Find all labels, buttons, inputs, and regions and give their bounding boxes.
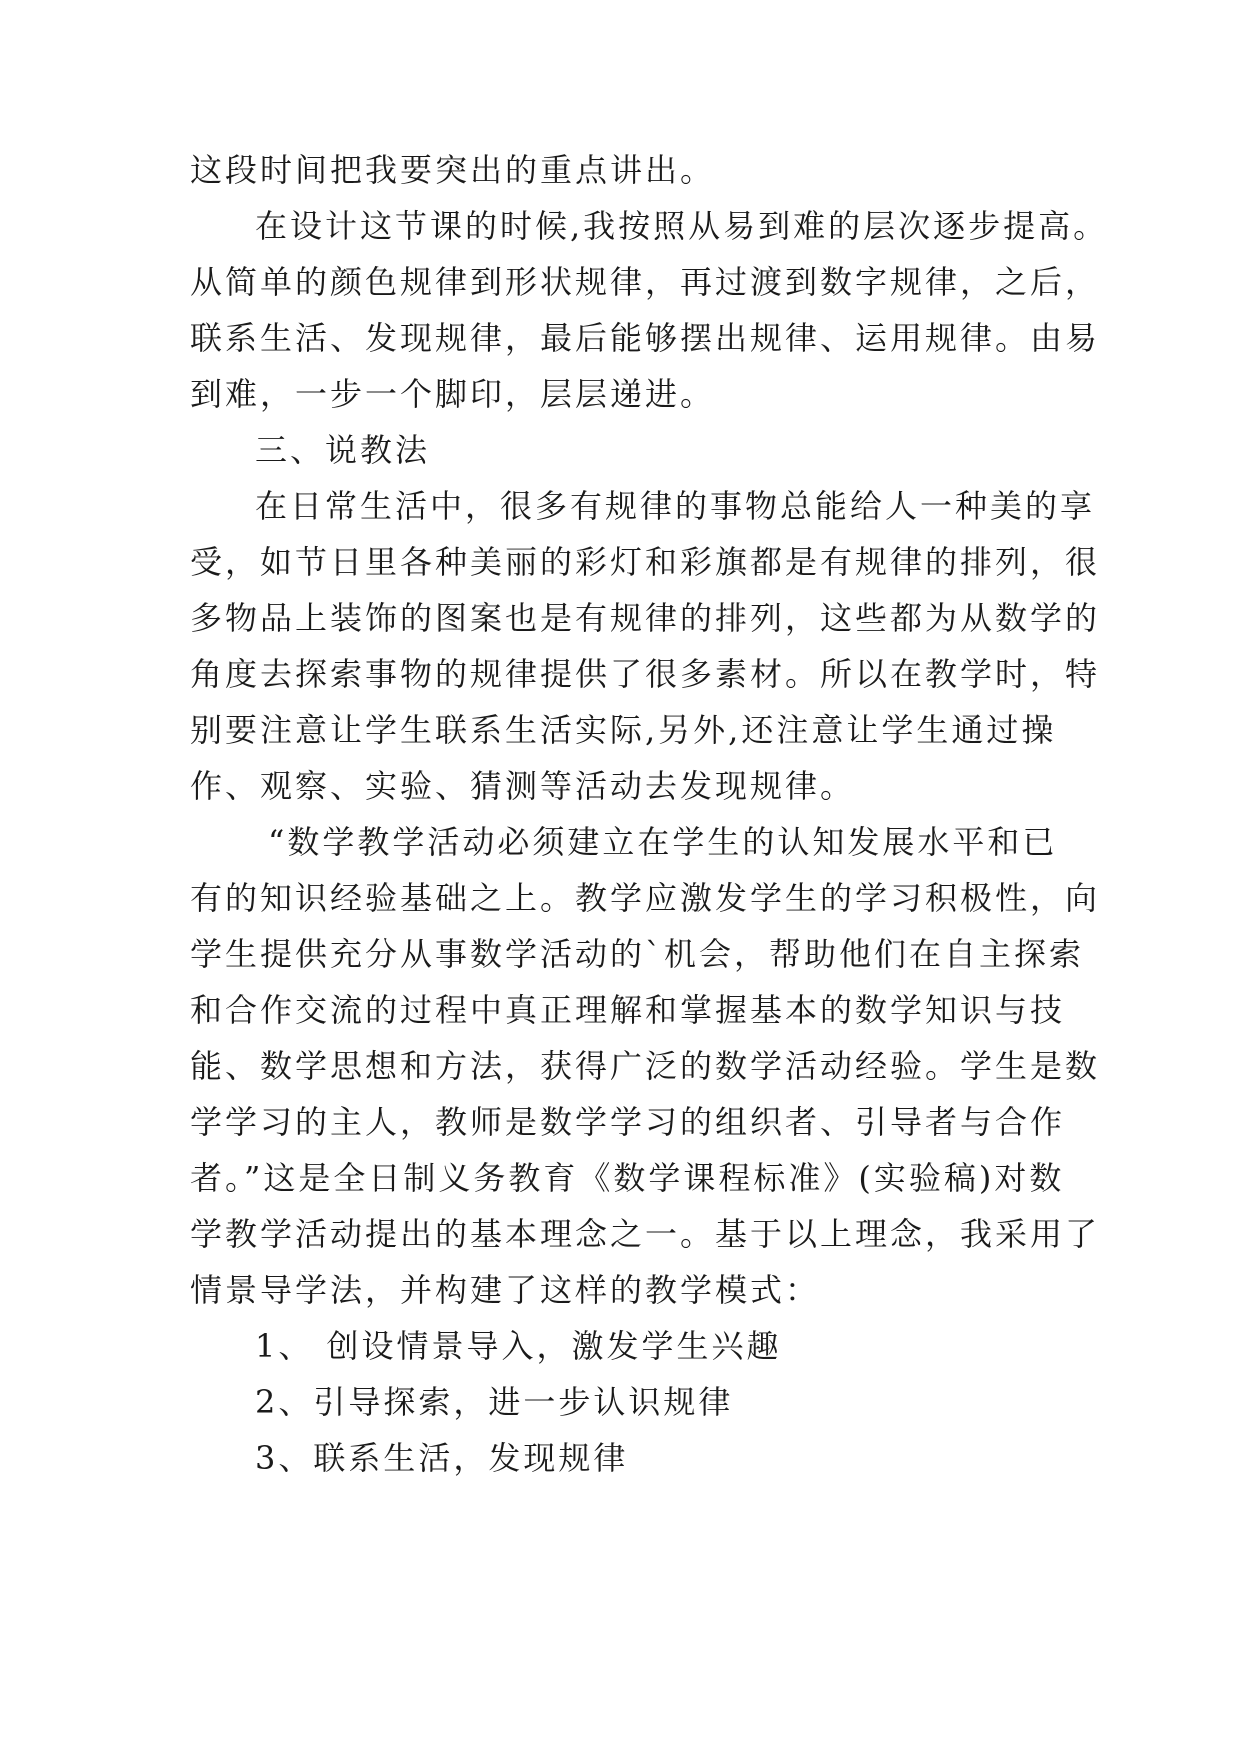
paragraph-line: 角度去探索事物的规律提供了很多素材。所以在教学时，特 — [190, 655, 1101, 693]
paragraph-line: 作、观察、实验、猜测等活动去发现规律。 — [190, 767, 856, 805]
paragraph-line: 学教学活动提出的基本理念之一。基于以上理念，我采用了 — [190, 1215, 1101, 1253]
paragraph-line: 受，如节日里各种美丽的彩灯和彩旗都是有规律的排列，很 — [190, 543, 1101, 581]
paragraph-line: 别要注意让学生联系生活实际,另外,还注意让学生通过操 — [190, 711, 1057, 749]
paragraph-line: 学生提供充分从事数学活动的`机会，帮助他们在自主探索 — [190, 935, 1085, 973]
paragraph-line: 这段时间把我要突出的重点讲出。 — [190, 151, 716, 189]
paragraph-line: 学学习的主人，教师是数学学习的组织者、引导者与合作 — [190, 1103, 1066, 1141]
paragraph-line: 能、数学思想和方法，获得广泛的数学活动经验。学生是数 — [190, 1047, 1101, 1085]
paragraph-line: 有的知识经验基础之上。教学应激发学生的学习积极性，向 — [190, 879, 1101, 917]
paragraph-line: 到难，一步一个脚印，层层递进。 — [190, 375, 716, 413]
paragraph-line: 从简单的颜色规律到形状规律，再过渡到数字规律，之后， — [190, 263, 1101, 301]
paragraph-line: 在日常生活中，很多有规律的事物总能给人一种美的享 — [255, 487, 1096, 525]
list-item: 3、联系生活，发现规律 — [255, 1439, 629, 1477]
paragraph-line: 联系生活、发现规律，最后能够摆出规律、运用规律。由易 — [190, 319, 1101, 357]
paragraph-line: 在设计这节课的时候,我按照从易到难的层次逐步提高。 — [255, 207, 1109, 245]
paragraph-line: 和合作交流的过程中真正理解和掌握基本的数学知识与技 — [190, 991, 1066, 1029]
list-item: 2、引导探索，进一步认识规律 — [255, 1383, 734, 1421]
list-item: 1、 创设情景导入，激发学生兴趣 — [255, 1327, 782, 1365]
paragraph-line: “数学教学活动必须建立在学生的认知发展水平和已 — [268, 823, 1058, 861]
paragraph-line: 多物品上装饰的图案也是有规律的排列，这些都为从数学的 — [190, 599, 1101, 637]
section-heading: 三、说教法 — [255, 431, 431, 469]
paragraph-line: 者。”这是全日制义务教育《数学课程标准》(实验稿)对数 — [190, 1159, 1065, 1197]
paragraph-line: 情景导学法，并构建了这样的教学模式： — [190, 1271, 821, 1309]
